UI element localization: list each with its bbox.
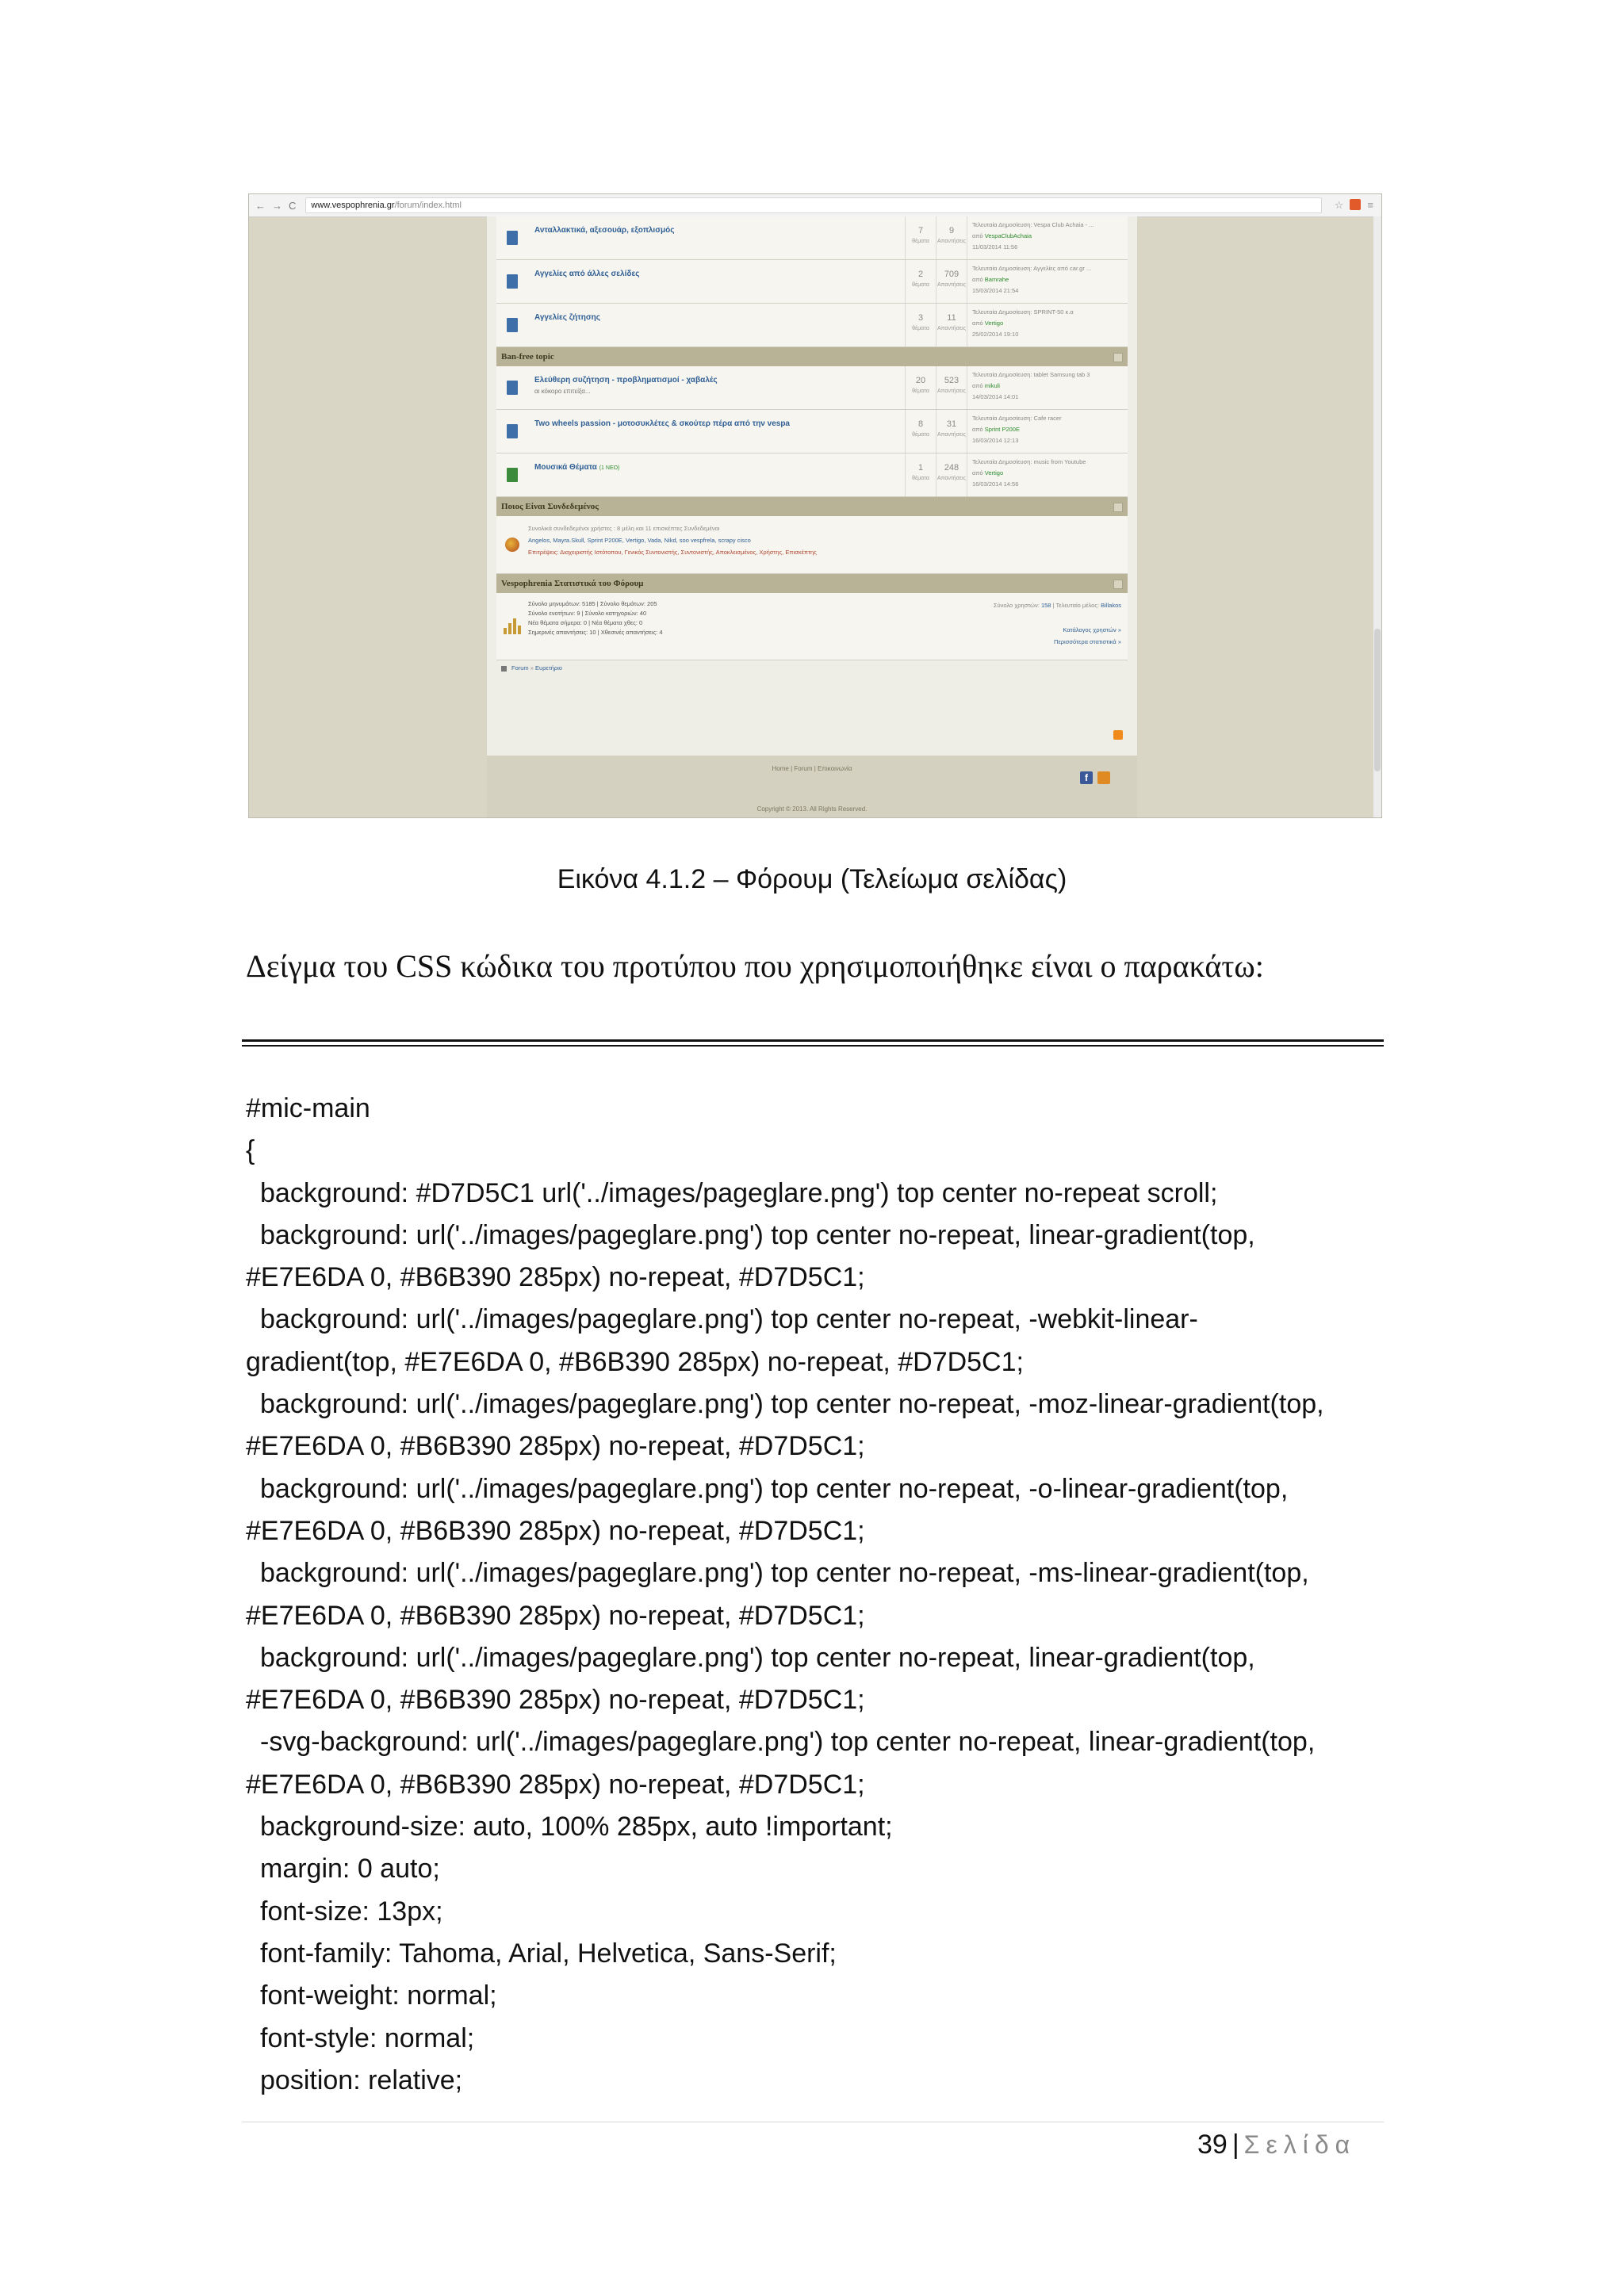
last-post-author[interactable]: Bamrahe bbox=[984, 276, 1009, 283]
posts-count: 248 bbox=[944, 463, 959, 473]
last-post-author[interactable]: Sprint P200E bbox=[984, 426, 1020, 433]
posts-count: 523 bbox=[944, 376, 959, 385]
forum-row bbox=[496, 453, 1128, 497]
code-line: font-family: Tahoma, Arial, Helvetica, Sans-Serif; bbox=[260, 1938, 837, 1969]
browser-nav bbox=[255, 200, 296, 212]
topics-label: θέματα bbox=[912, 476, 929, 481]
last-post-title[interactable]: Τελευταία Δημοσίευση: Cafe racer bbox=[972, 415, 1062, 422]
code-line: background-size: auto, 100% 285px, auto !important; bbox=[260, 1812, 893, 1843]
forum-title-link[interactable]: Ελεύθερη συζήτηση - προβληματισμοί - χαβαλές bbox=[534, 376, 718, 385]
collapse-icon[interactable] bbox=[1113, 353, 1123, 362]
scrollbar-thumb[interactable] bbox=[1374, 629, 1381, 771]
last-post-by-label: από bbox=[972, 426, 983, 433]
stats-bar-icon bbox=[496, 593, 528, 660]
browser-scrollbar[interactable] bbox=[1373, 216, 1381, 817]
posts-count: 31 bbox=[946, 419, 957, 429]
stats-line: Σύνολο ενοτήτων: 9 | Σύνολο κατηγοριών: 40 bbox=[528, 610, 647, 617]
topics-label: θέματα bbox=[912, 388, 929, 394]
last-post-date: 25/02/2014 19:10 bbox=[972, 331, 1019, 338]
page-word: Σελίδα bbox=[1243, 2130, 1357, 2159]
posts-count: 709 bbox=[944, 270, 959, 279]
forum-folder-icon bbox=[496, 260, 528, 303]
code-line: font-weight: normal; bbox=[260, 1980, 497, 2011]
forum-folder-icon bbox=[496, 304, 528, 346]
stats-lines bbox=[528, 593, 663, 660]
double-rule-top bbox=[242, 1039, 1384, 1042]
forum-row bbox=[496, 260, 1128, 304]
topics-count: 1 bbox=[917, 463, 924, 473]
site-footer bbox=[487, 756, 1137, 817]
stats-title: Vespophrenia Στατιστικά του Φόρουμ bbox=[501, 579, 644, 588]
page-number: 39 bbox=[1197, 2130, 1228, 2160]
forum-list bbox=[496, 216, 1128, 676]
forum-row bbox=[496, 304, 1128, 347]
last-post bbox=[967, 366, 1128, 409]
code-line: #E7E6DA 0, #B6B390 285px) no-repeat, #D7D5C1; bbox=[246, 1769, 865, 1800]
category-header bbox=[496, 347, 1128, 366]
last-post-by-label: από bbox=[972, 276, 983, 283]
stats-line: Σημερινές απαντήσεις: 10 | Χθεσινές απαντήσεις: 4 bbox=[528, 629, 663, 636]
last-post-by-label: από bbox=[972, 469, 983, 476]
code-line: background: url('../images/pageglare.png') top center no-repeat, linear-gradient(top, bbox=[260, 1642, 1255, 1673]
breadcrumb: Forum » Ευρετήριο bbox=[496, 660, 1128, 676]
posts-label: Απαντήσεις bbox=[937, 476, 966, 481]
address-bar[interactable] bbox=[305, 197, 1321, 213]
code-line: margin: 0 auto; bbox=[260, 1854, 440, 1885]
last-post-date: 15/03/2014 21:54 bbox=[972, 287, 1019, 294]
footer-links[interactable]: Home | Forum | Επικοινωνία bbox=[772, 765, 852, 772]
topics-label: θέματα bbox=[912, 326, 929, 331]
last-post-by-label: από bbox=[972, 382, 983, 389]
online-summary: Συνολικά συνδεδεμένοι χρήστες : 8 μέλη και 11 επισκέπτες Συνδεδεμένοι bbox=[528, 525, 720, 532]
code-line: font-size: 13px; bbox=[260, 1896, 443, 1927]
last-post-date: 16/03/2014 14:56 bbox=[972, 480, 1019, 488]
online-box bbox=[496, 516, 1128, 574]
url-host: www.vespophrenia.gr bbox=[311, 201, 395, 210]
topics-count: 7 bbox=[917, 226, 924, 235]
last-post-title[interactable]: Τελευταία Δημοσίευση: SPRINT-50 κ.α bbox=[972, 308, 1074, 316]
page-separator: | bbox=[1231, 2130, 1239, 2160]
code-line: gradient(top, #E7E6DA 0, #B6B390 285px) no-repeat, #D7D5C1; bbox=[246, 1346, 1024, 1377]
last-post bbox=[967, 216, 1128, 259]
last-post-by-label: από bbox=[972, 320, 983, 327]
forum-row bbox=[496, 366, 1128, 410]
user-list-link[interactable]: Κατάλογος χρηστών » bbox=[1063, 626, 1121, 633]
forum-screenshot bbox=[248, 193, 1382, 818]
forum-title-link[interactable]: Αγγελίες από άλλες σελίδες bbox=[534, 270, 640, 278]
code-line: background: #D7D5C1 url('../images/pageglare.png') top center no-repeat scroll; bbox=[260, 1177, 1218, 1208]
figure-caption: Εικόνα 4.1.2 – Φόρουμ (Τελείωμα σελίδας) bbox=[557, 864, 1067, 894]
more-stats-link[interactable]: Περισσότερα στατιστικά » bbox=[1054, 638, 1121, 645]
menu-icon[interactable]: ≡ bbox=[1367, 199, 1373, 211]
url-path: /forum/index.html bbox=[394, 201, 462, 210]
forum-title-link[interactable]: Αγγελίες ζήτησης bbox=[534, 313, 600, 322]
topics-label: θέματα bbox=[912, 432, 929, 438]
rss-icon[interactable] bbox=[1113, 730, 1123, 740]
last-post-by-label: από bbox=[972, 232, 983, 239]
forum-row bbox=[496, 216, 1128, 260]
footer-copyright: Copyright © 2013. All Rights Reserved. bbox=[756, 806, 868, 813]
category-title[interactable]: Ban-free topic bbox=[501, 352, 554, 362]
last-post bbox=[967, 410, 1128, 453]
forum-folder-new-icon bbox=[496, 453, 528, 496]
last-post-author[interactable]: VespaClubAchaia bbox=[984, 232, 1032, 239]
home-square-icon bbox=[501, 666, 507, 672]
topics-count: 20 bbox=[915, 376, 926, 385]
online-legend: Επιτρέψεις: Διαχειριστής Ιστότοπου, Γενικός Συντονιστής, Συντονιστής, Αποκλεισμένος, Χρήστης, Επισκέπτης bbox=[528, 549, 817, 556]
bookmark-star-icon[interactable]: ☆ bbox=[1334, 199, 1344, 211]
code-line: background: url('../images/pageglare.png') top center no-repeat, -o-linear-gradient(top, bbox=[260, 1473, 1289, 1504]
code-line: #E7E6DA 0, #B6B390 285px) no-repeat, #D7D5C1; bbox=[246, 1431, 865, 1462]
code-line: background: url('../images/pageglare.png') top center no-repeat, -moz-linear-gradient(top, bbox=[260, 1389, 1324, 1420]
topics-count: 2 bbox=[917, 270, 924, 279]
total-users-value: 158 bbox=[1040, 602, 1051, 609]
posts-count: 9 bbox=[948, 226, 955, 235]
posts-label: Απαντήσεις bbox=[937, 432, 966, 438]
posts-label: Απαντήσεις bbox=[937, 239, 966, 244]
stats-line: Νέα θέματα σήμερα: 0 | Νέα θέματα χθες: 0 bbox=[528, 619, 643, 626]
breadcrumb-index[interactable]: Ευρετήριο bbox=[535, 664, 562, 672]
facebook-icon[interactable]: f bbox=[1080, 771, 1093, 784]
topics-label: θέματα bbox=[912, 282, 929, 288]
topics-label: θέματα bbox=[912, 239, 929, 244]
reload-icon[interactable]: C bbox=[289, 199, 297, 212]
forum-folder-icon bbox=[496, 216, 528, 259]
blogger-icon[interactable] bbox=[1097, 771, 1110, 784]
forum-folder-icon bbox=[496, 366, 528, 409]
stats-line: Σύνολο μηνυμάτων: 5185 | Σύνολο θεμάτων: 205 bbox=[528, 600, 657, 607]
stats-box bbox=[496, 593, 1128, 660]
code-line: #E7E6DA 0, #B6B390 285px) no-repeat, #D7D5C1; bbox=[246, 1685, 865, 1716]
code-line: #E7E6DA 0, #B6B390 285px) no-repeat, #D7D5C1; bbox=[246, 1515, 865, 1546]
code-line: #mic-main bbox=[246, 1093, 370, 1123]
forum-folder-icon bbox=[496, 410, 528, 453]
browser-actions bbox=[1335, 199, 1373, 212]
last-post-title[interactable]: Τελευταία Δημοσίευση: music from Youtube bbox=[972, 458, 1086, 465]
newest-member-link[interactable]: Billakos bbox=[1101, 602, 1121, 609]
code-line: #E7E6DA 0, #B6B390 285px) no-repeat, #D7D5C1; bbox=[246, 1600, 865, 1631]
online-user-list[interactable]: Angelos, Mayra.Skull, Sprint P200E, Vertigo, Vada, Nikd, soo vespfrela, scrapy cisco bbox=[528, 537, 751, 544]
online-users-icon bbox=[496, 516, 528, 573]
last-post-date: 14/03/2014 14:01 bbox=[972, 393, 1019, 400]
code-line: -svg-background: url('../images/pageglare.png') top center no-repeat, linear-gradient(top, bbox=[260, 1727, 1316, 1758]
last-post bbox=[967, 304, 1128, 346]
code-line: { bbox=[246, 1135, 255, 1166]
total-users-label: Σύνολο χρηστών: bbox=[993, 602, 1040, 609]
forum-page bbox=[487, 216, 1137, 817]
code-line: #E7E6DA 0, #B6B390 285px) no-repeat, #D7D5C1; bbox=[246, 1262, 865, 1293]
extension-icon[interactable] bbox=[1350, 199, 1361, 210]
newest-member-label: Τελευταίο μέλος: bbox=[1055, 602, 1100, 609]
last-post-author[interactable]: mikuli bbox=[984, 382, 1000, 389]
online-title: Ποιος Είναι Συνδεδεμένος bbox=[501, 502, 599, 511]
forum-title-link[interactable] bbox=[534, 463, 898, 472]
last-post-title[interactable]: Τελευταία Δημοσίευση: Vespa Club Achaia - ... bbox=[972, 221, 1094, 228]
code-line: background: url('../images/pageglare.png') top center no-repeat, -ms-linear-gradient(top, bbox=[260, 1558, 1309, 1589]
last-post-author[interactable]: Vertigo bbox=[984, 469, 1004, 476]
intro-paragraph: Δείγμα του CSS κώδικα του προτύπου που χρησιμοποιήθηκε είναι ο παρακάτω: bbox=[246, 948, 1264, 984]
forum-title-text: Μουσικά Θέματα bbox=[534, 463, 597, 472]
topics-count: 8 bbox=[917, 419, 924, 429]
online-header bbox=[496, 497, 1128, 516]
css-code-block bbox=[246, 1088, 1388, 2102]
posts-count: 11 bbox=[947, 313, 956, 323]
topics-count: 3 bbox=[917, 313, 924, 323]
last-post-title[interactable]: Τελευταία Δημοσίευση: Αγγελίες από car.gr ... bbox=[972, 265, 1092, 272]
code-line: font-style: normal; bbox=[260, 2022, 475, 2053]
last-post-date: 16/03/2014 12:13 bbox=[972, 437, 1019, 444]
forum-title-link[interactable]: Ανταλλακτικά, αξεσουάρ, εξοπλισμός bbox=[534, 226, 675, 235]
code-line: background: url('../images/pageglare.png') top center no-repeat, -webkit-linear- bbox=[260, 1304, 1198, 1335]
stats-header bbox=[496, 574, 1128, 593]
posts-label: Απαντήσεις bbox=[937, 388, 966, 394]
posts-label: Απαντήσεις bbox=[937, 326, 966, 331]
forum-row bbox=[496, 410, 1128, 453]
last-post-title[interactable]: Τελευταία Δημοσίευση: tablet Samsung tab 3 bbox=[972, 371, 1090, 378]
back-icon[interactable]: ← bbox=[255, 199, 266, 212]
last-post-author[interactable]: Vertigo bbox=[984, 320, 1004, 327]
double-rule-bottom bbox=[242, 1045, 1384, 1047]
browser-toolbar bbox=[249, 194, 1381, 217]
page-footer bbox=[1197, 2130, 1356, 2160]
collapse-icon[interactable] bbox=[1113, 580, 1123, 589]
new-posts-badge: (1 NEO) bbox=[599, 465, 620, 471]
last-post bbox=[967, 260, 1128, 303]
breadcrumb-forum[interactable]: Forum bbox=[511, 664, 529, 672]
forum-description: αι κόκορο επιτείξα... bbox=[534, 388, 591, 395]
forward-icon[interactable]: → bbox=[272, 199, 282, 212]
forum-title-link[interactable]: Two wheels passion - μοτοσυκλέτες & σκούτερ πέρα από την vespa bbox=[534, 419, 790, 428]
collapse-icon[interactable] bbox=[1113, 503, 1123, 512]
code-line: background: url('../images/pageglare.png') top center no-repeat, linear-gradient(top, bbox=[260, 1219, 1255, 1250]
stats-users: Σύνολο χρηστών: 158 | Τελευταίο μέλος: Billakos Κατάλογος χρηστών » Περισσότερα στατιστικά » bbox=[994, 599, 1121, 648]
posts-label: Απαντήσεις bbox=[937, 282, 966, 288]
last-post-date: 11/03/2014 11:56 bbox=[972, 243, 1018, 251]
code-line: position: relative; bbox=[260, 2064, 463, 2095]
last-post bbox=[967, 453, 1128, 496]
